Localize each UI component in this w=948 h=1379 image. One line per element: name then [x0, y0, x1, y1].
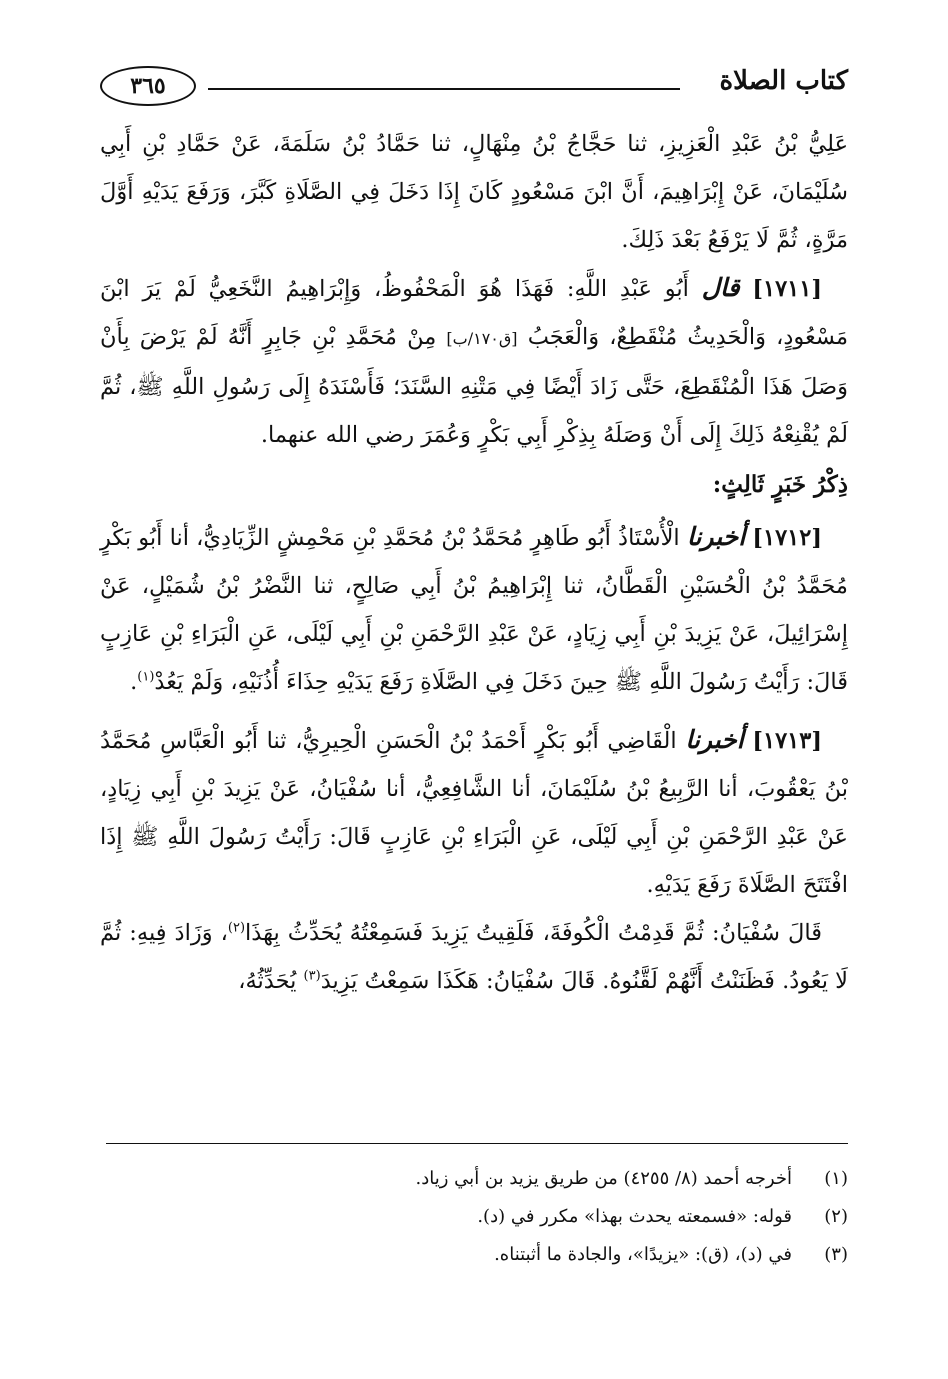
- running-header: [100, 60, 848, 110]
- paragraph-1711-text-a: أَبُو عَبْدِ اللَّهِ: فَهَذَا هُوَ الْمَحْفُوظُ، وَإِبْرَاهِيمُ النَّخَعِيُّ لَمْ يَرَ ابْنَ مَسْعُودٍ، وَالْحَدِيثُ مُنْقَطِعٌ، وَالْعَجَبُ: [100, 276, 848, 350]
- footnotes: [100, 1160, 848, 1274]
- footnote-label: (٢): [824, 1206, 848, 1227]
- page-number: ٣٦٥: [130, 73, 166, 99]
- paragraph-sufyan-text-a: قَالَ سُفْيَانُ: ثُمَّ قَدِمْتُ الْكُوفَةَ، فَلَقِيتُ يَزِيدَ فَسَمِعْتُهُ يُحَدِّثُ بِهَذَا: [245, 920, 822, 946]
- hadith-number-1712: [١٧١٢]: [752, 525, 823, 551]
- footnote-label: (١): [824, 1168, 848, 1189]
- lead-word-akhbarana: أخبرنا: [685, 725, 744, 754]
- footnote-text: أخرجه أحمد (٨/ ٤٢٥٥) من طريق يزيد بن أبي زياد.: [415, 1168, 792, 1189]
- paragraph-1712-text: الْأُسْتَاذُ أَبُو طَاهِرٍ مُحَمَّدُ بْنُ مُحَمَّدِ بْنِ مَحْمِشٍ الزِّيَادِيُّ، أنا أَبُو بَكْرٍ مُحَمَّدُ بْنُ الْحُسَيْنِ الْقَطَّانُ، ثنا إِبْرَاهِيمُ بْنُ أَبِي صَالِحٍ، ثنا النَّضْرُ بْنُ شُمَيْلٍ، عَنْ إِسْرَائِيلَ، عَنْ يَزِيدَ بْنِ أَبِي زِيَادٍ، عَنْ عَبْدِ الرَّحْمَنِ بْنِ أَبِي لَيْلَى، عَنِ الْبَرَاءِ بْنِ عَازِبٍ قَالَ: رَأَيْتُ رَسُولَ اللَّهِ ﷺ حِينَ دَخَلَ فِي الصَّلَاةِ رَفَعَ يَدَيْهِ حِذَاءَ أُذُنَيْهِ، وَلَمْ يَعُدْ: [100, 525, 848, 695]
- paragraph-1711: [100, 264, 848, 459]
- lead-word-akhbarana: أخبرنا: [686, 522, 746, 551]
- footnote-3: [100, 1236, 848, 1274]
- hadith-number-1713: [١٧١٣]: [752, 728, 822, 754]
- footnote-label: (٣): [824, 1244, 848, 1265]
- paragraph-1711-text-b: مِنْ مُحَمَّدِ بْنِ جَابِرٍ أَنَّهُ لَمْ يَرْضَ بِأَنْ وَصَلَ هَذَا الْمُنْقَطِعَ، حَتَّى زَادَ أَيْضًا فِي مَتْنِهِ السَّنَدَ؛ فَأَسْنَدَهُ إِلَى رَسُولِ اللَّهِ ﷺ، ثُمَّ لَمْ يُقْنِعْهُ ذَلِكَ إِلَى أَنْ وَصَلَهُ بِذِكْرِ أَبِي بَكْرٍ وَعُمَرَ رضي الله عنهما.: [100, 324, 848, 448]
- hadith-number-1711: [١٧١١]: [752, 276, 823, 302]
- book-title: كتاب الصلاة: [719, 66, 848, 96]
- paragraph-1712: [100, 513, 848, 706]
- header-rule: [208, 88, 680, 90]
- footnote-marker-2[interactable]: (٢): [227, 920, 246, 936]
- manuscript-ref: [ق١٧٠/ب]: [446, 329, 518, 348]
- footnote-marker-3[interactable]: (٣): [303, 968, 321, 984]
- footnote-2: [100, 1198, 848, 1236]
- section-heading: ذِكْرُ خَبَرٍ ثَالِثٍ:: [712, 471, 848, 498]
- footnote-1: [100, 1160, 848, 1198]
- page-number-badge: [100, 66, 196, 106]
- footnote-text: في (د)، (ق): «يزيدًا»، والجادة ما أثبتناه.: [494, 1244, 792, 1265]
- footnote-text: قوله: «فسمعته يحدث بهذا» مكرر في (د).: [477, 1206, 792, 1227]
- footnote-separator: [106, 1143, 848, 1144]
- footnote-marker-1[interactable]: (١): [137, 669, 155, 685]
- paragraph-sufyan-text-c: يُحَدِّثُهُ،: [238, 968, 304, 994]
- paragraph-sufyan: [100, 909, 848, 1005]
- main-text: [100, 120, 848, 1005]
- paragraph-1712-end: .: [130, 669, 138, 695]
- paragraph-sufyan-text-b: ، وَزَادَ فِيهِ: ثُمَّ لَا يَعُودُ. فَظَنَنْتُ أَنَّهُمْ لَقَّنُوهُ. قَالَ سُفْيَانُ: هَكَذَا سَمِعْتُ يَزِيدَ: [100, 920, 848, 994]
- paragraph-1713: [100, 716, 848, 909]
- paragraph-1-text: عَلِيُّ بْنُ عَبْدِ الْعَزِيزِ، ثنا حَجَّاجُ بْنُ مِنْهَالٍ، ثنا حَمَّادُ بْنُ سَلَمَةَ، عَنْ حَمَّادِ بْنِ أَبِي سُلَيْمَانَ، عَنْ إِبْرَاهِيمَ، أَنَّ ابْنَ مَسْعُودٍ كَانَ إِذَا دَخَلَ فِي الصَّلَاةِ كَبَّرَ، وَرَفَعَ يَدَيْهِ أَوَّلَ مَرَّةٍ، ثُمَّ لَا يَرْفَعُ بَعْدَ ذَلِكَ.: [100, 131, 848, 253]
- paragraph-1: [100, 120, 848, 264]
- paragraph-1713-text: الْقَاضِي أَبُو بَكْرٍ أَحْمَدُ بْنُ الْحَسَنِ الْحِيرِيُّ، ثنا أَبُو الْعَبَّاسِ مُحَمَّدُ بْنُ يَعْقُوبَ، أنا الرَّبِيعُ بْنُ سُلَيْمَانَ، أنا الشَّافِعِيُّ، أنا سُفْيَانُ، عَنْ يَزِيدَ بْنِ أَبِي زِيَادٍ، عَنْ عَبْدِ الرَّحْمَنِ بْنِ أَبِي لَيْلَى، عَنِ الْبَرَاءِ بْنِ عَازِبٍ قَالَ: رَأَيْتُ رَسُولَ اللَّهِ ﷺ إِذَا افْتَتَحَ الصَّلَاةَ رَفَعَ يَدَيْهِ.: [100, 728, 848, 898]
- lead-word-qala: قال: [701, 273, 740, 302]
